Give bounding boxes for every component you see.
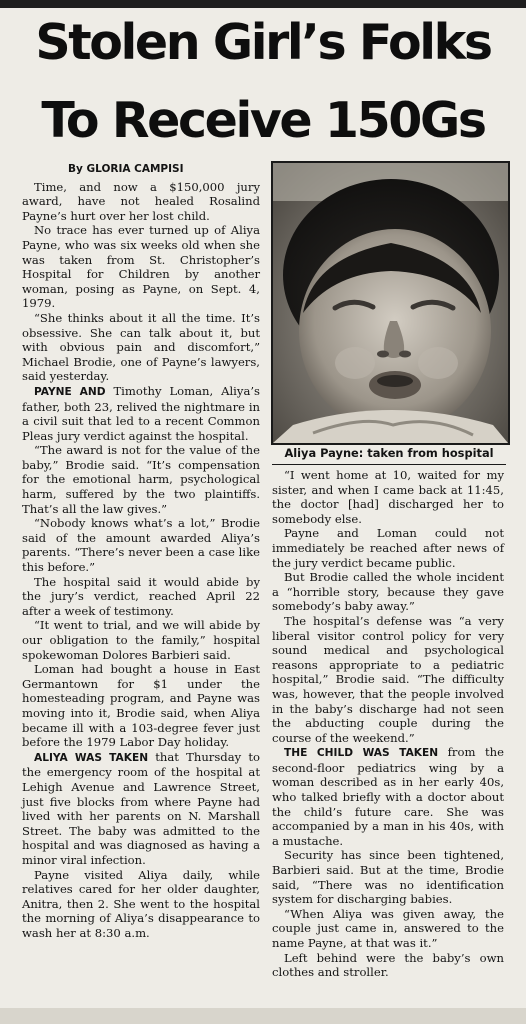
article-paragraph bbox=[22, 662, 260, 750]
paragraph-text: “It went to trial, and we will abide by our obligation to the family,” hospital spokewoman Dolores Barbieri said. bbox=[22, 618, 260, 662]
article-paragraph bbox=[22, 516, 260, 574]
paragraph-text: The hospital’s defense was “a very liberal visitor control policy for very sound medical and psychological reasons appropriate to a pediatric hospital,” Brodie said. “The difficulty was, however, that the people involved in the baby’s discharge had not seen the abducting couple during the course of the weekend.” bbox=[272, 613, 504, 745]
paragraph-text: from the second-floor pediatrics wing by a woman described as in her early 40s, who talked briefly with a doctor about the child’s future care. She was accompanied by a man in his 40s, with a mustache. bbox=[272, 745, 504, 848]
article-paragraph bbox=[272, 526, 504, 570]
paragraph-text: Left behind were the baby’s own clothes and stroller. bbox=[272, 950, 504, 980]
baby-photo bbox=[271, 161, 510, 445]
article-paragraph bbox=[272, 745, 504, 848]
paragraph-text: No trace has ever turned up of Aliya Payne, who was six weeks old when she was taken from St. Christopher’s Hospital for Children by another woman, posing as Payne, on Sept. 4, 1979. bbox=[22, 223, 260, 311]
article-paragraph bbox=[22, 575, 260, 619]
article-paragraph bbox=[272, 907, 504, 951]
right-column-paragraphs bbox=[272, 468, 504, 980]
top-edge-strip bbox=[0, 0, 526, 8]
paragraph-text: Timothy Loman, Aliya’s father, both 23, relived the nightmare in a civil suit that led to a recent Common Pleas jury verdict against the hospital. bbox=[22, 383, 260, 443]
paragraph-text: Time, and now a $150,000 jury award, have not healed Rosalind Payne’s hurt over her lost child. bbox=[22, 179, 260, 223]
right-column bbox=[272, 468, 504, 980]
article-paragraph bbox=[272, 848, 504, 906]
article-paragraph bbox=[272, 614, 504, 745]
bottom-edge-strip bbox=[0, 1008, 526, 1024]
paragraph-text: “I went home at 10, waited for my sister, and when I came back at 11:45, the doctor [had] discharged her to somebody else. bbox=[272, 468, 504, 526]
byline: By GLORIA CAMPISI bbox=[68, 163, 184, 175]
paragraph-text: “When Aliya was given away, the couple just came in, answered to the name Payne, at that was it.” bbox=[272, 906, 504, 950]
article-paragraph bbox=[22, 618, 260, 662]
article-paragraph bbox=[22, 443, 260, 516]
baby-photo-image bbox=[273, 163, 508, 443]
headline-line-2: To Receive 150Gs bbox=[41, 92, 485, 149]
paragraph-lead-in: THE CHILD WAS TAKEN bbox=[284, 747, 439, 760]
left-column bbox=[22, 162, 260, 940]
left-column-paragraphs bbox=[22, 180, 260, 941]
headline-line-1: Stolen Girl’s Folks bbox=[35, 14, 491, 71]
article-paragraph bbox=[22, 384, 260, 443]
paragraph-text: that Thursday to the emergency room of the hospital at Lehigh Avenue and Lawrence Street, just five blocks from where Payne had lived with her parents on N. Marshall Street. The baby was admitted to the hospital and was diagnosed as having a minor viral infection. bbox=[22, 749, 261, 867]
paragraph-text: Security has since been tightened, Barbieri said. But at the time, Brodie said, “There was no identification system for discharging babies. bbox=[272, 848, 504, 907]
paragraph-text: “The award is not for the value of the baby,” Brodie said. “It’s compensation for the emotional harm, psychological harm, suffered by the two plaintiffs. That’s all the law gives.” bbox=[22, 443, 260, 516]
paragraph-text: Payne visited Aliya daily, while relatives cared for her older daughter, Anitra, then 2. She went to the hospital the morning of Aliya’s disappearance to wash her at 8:30 a.m. bbox=[22, 867, 260, 940]
article-paragraph bbox=[22, 868, 260, 941]
article-paragraph bbox=[22, 311, 260, 384]
paragraph-text: But Brodie called the whole incident a “horrible story, because they gave somebody’s baby away.” bbox=[272, 570, 504, 614]
article-paragraph bbox=[22, 180, 260, 224]
article-paragraph bbox=[22, 223, 260, 311]
article-paragraph bbox=[22, 750, 260, 868]
paragraph-lead-in: ALIYA WAS TAKEN bbox=[34, 751, 149, 764]
article-paragraph bbox=[272, 468, 504, 526]
paragraph-lead-in: PAYNE AND bbox=[34, 385, 106, 398]
paragraph-text: The hospital said it would abide by the jury’s verdict, reached April 22 after a week of testimony. bbox=[22, 574, 260, 618]
paragraph-text: Loman had bought a house in East Germantown for $1 under the homesteading program, and Payne was moving into it, Brodie said, when Aliya became ill with a 103-degree fever just before the 1979 Labor Day holiday. bbox=[22, 662, 260, 750]
paragraph-text: “Nobody knows what’s a lot,” Brodie said of the amount awarded Aliya’s parents. “There’s never been a case like this before.” bbox=[22, 516, 260, 575]
paragraph-text: “She thinks about it all the time. It’s obsessive. She can talk about it, but with obvious pain and discomfort,” Michael Brodie, one of Payne’s lawyers, said yesterday. bbox=[22, 310, 260, 384]
photo-caption: Aliya Payne: taken from hospital bbox=[272, 444, 506, 465]
article-paragraph bbox=[272, 570, 504, 614]
article-paragraph bbox=[272, 951, 504, 980]
paragraph-text: Payne and Loman could not immediately be reached after news of the jury verdict became public. bbox=[272, 526, 504, 570]
